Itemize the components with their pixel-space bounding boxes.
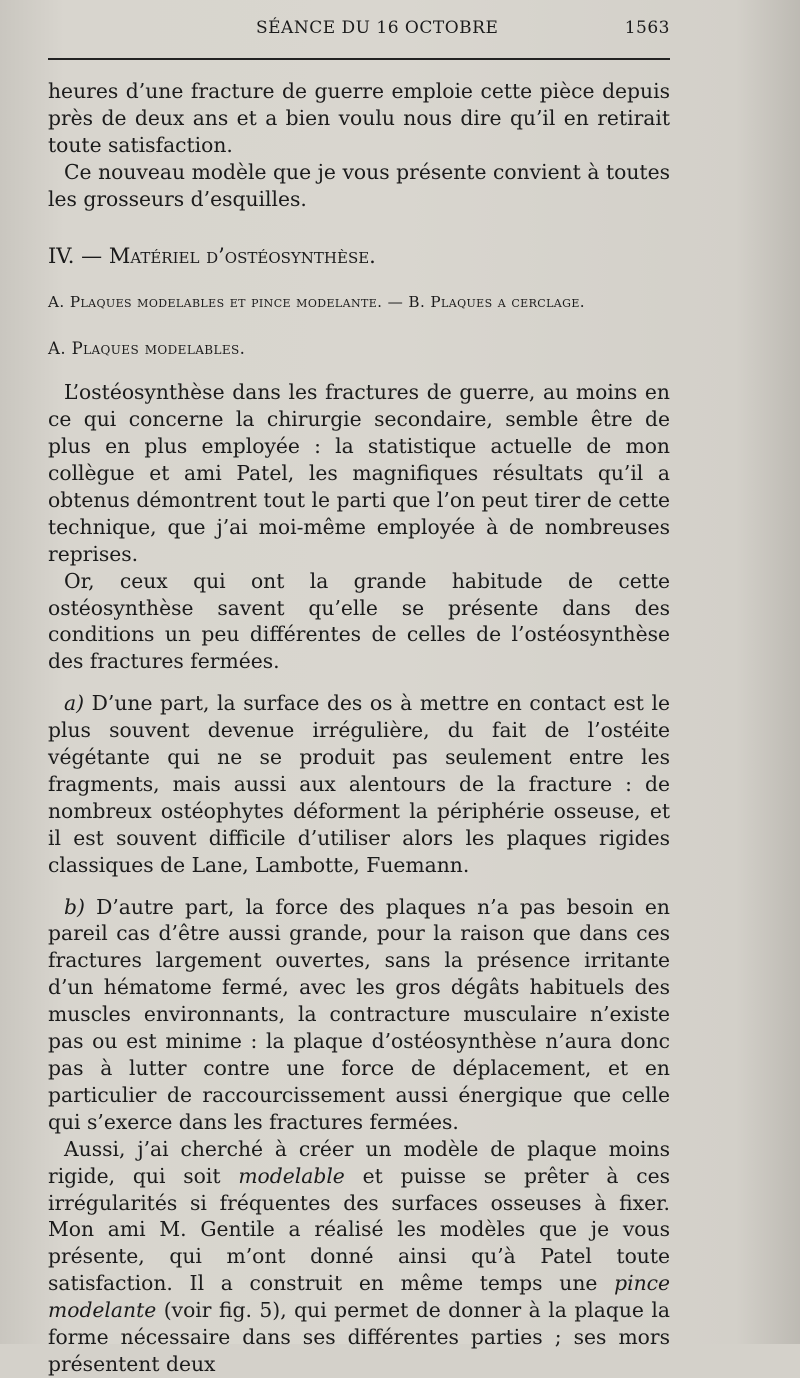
paragraph-text: D’une part, la surface des os à mettre en contact est le plus souvent devenue irrégulière, du fait de l’ostéite végétante qui ne se produit pas seulement entre les fragments, mais aussi aux alentours de la fracture : de nombreux ostéophytes déforment la périphérie osseuse, et il est souvent difficile d’utiliser alors les plaques rigides classiques de Lane, Lambotte, Fuemann. bbox=[48, 691, 670, 877]
paragraph-text: D’autre part, la force des plaques n’a pas besoin en pareil cas d’être aussi grande, pour la raison que dans ces fractures largement ouvertes, sans la présence irritante d’un hématome fermé, avec les gros dégâts habituels des muscles environnants, la contracture musculaire n’existe pas ou est minime : la plaque d’ostéosynthèse n’aura donc pas à lutter contre une force de déplacement, et en particulier de raccourcissement aussi énergique que celle qui s’exerce dans les fractures fermées. bbox=[48, 894, 670, 1134]
paragraph: Ce nouveau modèle que je vous présente convient à toutes les grosseurs d’esquilles. bbox=[48, 159, 670, 211]
paragraph-text: (voir fig. 5), qui permet de donner à la plaque la forme nécessaire dans ses différentes parties ; ses mors présentent deux bbox=[48, 1298, 670, 1376]
paragraph-enumerated bbox=[48, 894, 670, 1136]
paragraph-continuation: heures d’une fracture de guerre emploie cette pièce depuis près de deux ans et a bien voulu nous dire qu’il en retirait toute satisfaction. bbox=[48, 79, 670, 157]
paragraph: Or, ceux qui ont la grande habitude de cette ostéosynthèse savent qu’elle se présente dans des conditions un peu différentes de celles de l’ostéosynthèse des fractures fermées. bbox=[48, 568, 670, 674]
header-rule bbox=[48, 58, 670, 60]
enum-label: b) bbox=[64, 894, 85, 919]
paragraph: L’ostéosynthèse dans les fractures de guerre, au moins en ce qui concerne la chirurgie secondaire, semble être de plus en plus employée : la statistique actuelle de mon collègue et ami Patel, les magnifiques résultats qu’il a obtenus démontrent tout le parti que l’on peut tirer de cette technique, que j’ai moi-même employée à de nombreuses reprises. bbox=[48, 380, 670, 566]
page-header bbox=[48, 18, 670, 44]
paragraph-enumerated bbox=[48, 690, 670, 878]
enum-label: a) bbox=[64, 691, 85, 716]
section-title: IV. — Matériel d’ostéosynthèse. bbox=[48, 243, 376, 268]
paragraph-text: et puisse se prêter à ces irrégularités si fréquentes des surfaces osseuses à fixer. Mon ami M. Gentile a réalisé les modèles que je vous présente, qui m’ont donné ainsi qu’à Patel toute satisfaction. Il a construit en même temps une bbox=[48, 1163, 671, 1296]
emphasis: pince modelante bbox=[48, 1271, 670, 1323]
running-title: SÉANCE DU 16 OCTOBRE bbox=[256, 18, 499, 38]
paragraph-text: Aussi, j’ai cherché à créer un modèle de plaque moins rigide, qui soit bbox=[48, 1136, 670, 1188]
subsection-list: A. Plaques modelables et pince modelante. — B. Plaques a cerclage. bbox=[48, 293, 585, 312]
body-text bbox=[48, 78, 670, 1378]
subsection-title: A. Plaques modelables. bbox=[48, 339, 246, 359]
paragraph bbox=[48, 1136, 670, 1378]
emphasis: modelable bbox=[238, 1163, 345, 1188]
page-number: 1563 bbox=[624, 18, 670, 38]
